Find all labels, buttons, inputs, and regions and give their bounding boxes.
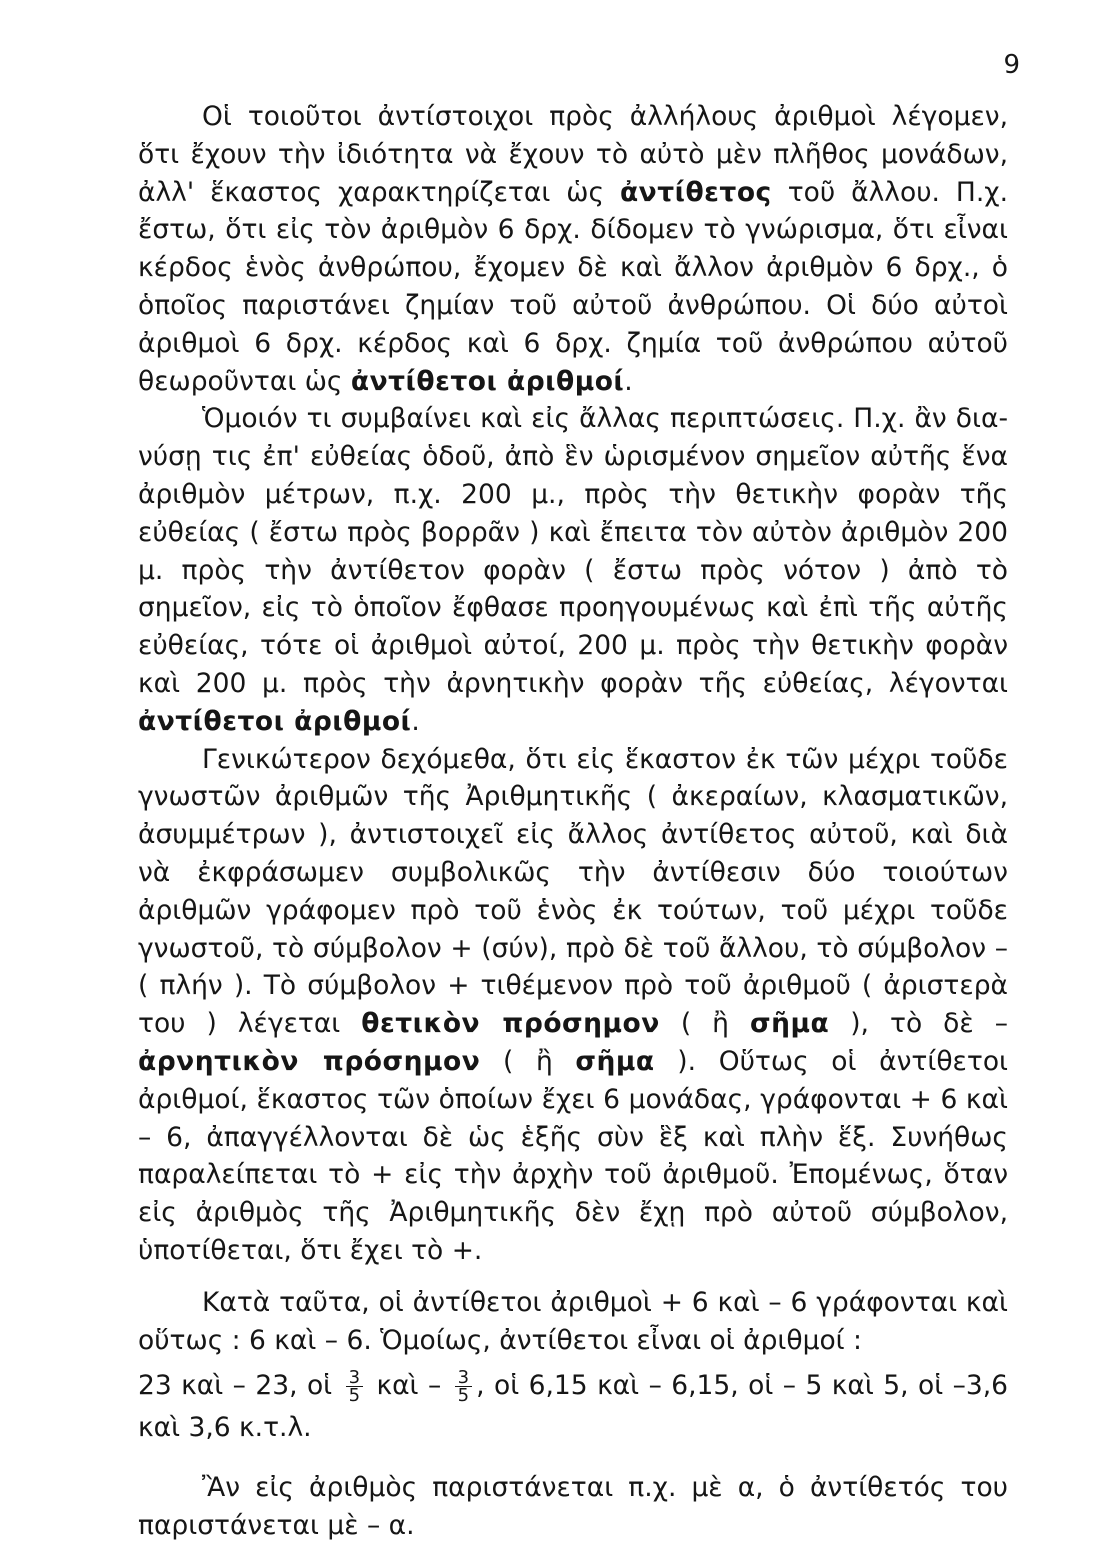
fraction-numerator: 3 (346, 1369, 363, 1387)
examples-line (138, 1365, 1008, 1449)
paragraph-symbol-alpha (138, 1469, 1008, 1545)
text-run: Ἂν εἰς ἀριθμὸς παριστάνεται π.χ. μὲ α, ὁ ἀντίθετός του παριστάνεται μὲ – α. (138, 1472, 1008, 1542)
paragraph-examples-intro (138, 1284, 1008, 1360)
fraction (346, 1367, 363, 1407)
text-run: ( ἢ (659, 1008, 750, 1040)
text-run: ( ἢ (480, 1045, 576, 1077)
bold-term: ἀντίθετοι ἀριθμοί (138, 705, 412, 737)
text-run: τοῦ ἄλλου. Π.χ. ἔστω, ὅτι εἰς τὸν ἀριθμὸν 6 δρχ. δίδομεν τὸ γνώρισμα, ὅτι εἶναι κέρδος ἑνὸς ἀνθρώπου, ἔχομεν δὲ καὶ ἄλλον ἀριθμὸν 6 δρχ., ὁ ὁποῖος παριστάνει ζημίαν τοῦ αὐτοῦ ἀνθρώπου. Οἱ δύο αὐτοὶ ἀριθμοὶ 6 δρχ. κέρδος καὶ 6 δρχ. ζημία τοῦ ἀνθρώπου αὐτοῦ θεωροῦνται ὡς (138, 176, 1008, 397)
bold-term: ἀντίθετοι ἀριθμοί (350, 365, 625, 397)
fraction (455, 1367, 472, 1407)
text-run: 23 καὶ – 23, οἱ (138, 1370, 342, 1402)
paragraph-opposite-numbers-intro (138, 98, 1008, 400)
paragraph-signs (138, 741, 1008, 1270)
page-number: 9 (1003, 50, 1020, 80)
text-run: ). Οὕτως οἱ ἀντίθετοι ἀριθμοί, ἕκαστος τῶν ὁποίων ἔχει 6 μονάδας, γράφονται + 6 καὶ – 6, ἀπαγγέλλονται δὲ ὡς ἑξῆς σὺν ἓξ καὶ πλὴν ἕξ. Συνήθως παραλείπεται τὸ + εἰς τὴν ἀρχὴν τοῦ ἀριθμοῦ. Ἐπομένως, ὅταν εἰς ἀριθμὸς τῆς Ἀριθμητικῆς δὲν ἔχῃ πρὸ αὐτοῦ σύμβολον, ὑποτίθεται, ὅτι ἔχει τὸ +. (138, 1045, 1008, 1266)
text-run: Οἱ τοιοῦτοι ἀντίστοιχοι πρὸς ἀλλήλους ἀριθμοὶ λέγομεν, ὅτι ἔχουν τὴν ἰδιότητα νὰ ἔχουν τὸ αὐτὸ μὲν πλῆθος μονάδων, ἀλλ' ἕκαστος χαρακτηρίζεται ὡς (138, 101, 1008, 208)
text-run: . (624, 365, 633, 397)
page-body (138, 98, 1008, 1545)
text-run: Κατὰ ταῦτα, οἱ ἀντίθετοι ἀριθμοὶ + 6 καὶ – 6 γράφονται καὶ οὕτως : 6 καὶ – 6. Ὁμοίως, ἀντίθετοι εἶναι οἱ ἀριθμοί : (138, 1286, 1008, 1356)
bold-term: σῆμα (749, 1008, 830, 1040)
fraction-numerator: 3 (455, 1369, 472, 1387)
paragraph-direction-example (138, 400, 1008, 740)
text-run: καὶ – (367, 1370, 451, 1402)
bold-term: θετικὸν πρόσημον (361, 1008, 660, 1040)
text-run: . (411, 705, 420, 737)
text-run: ), τὸ δὲ – (829, 1008, 1008, 1040)
fraction-denominator: 5 (348, 1385, 361, 1407)
bold-term: ἀρνητικὸν πρόσημον (138, 1045, 481, 1077)
fraction-denominator: 5 (457, 1385, 470, 1407)
bold-term: σῆμα (575, 1045, 655, 1077)
text-run: Ὁμοιόν τι συμβαίνει καὶ εἰς ἄλλας περιπτώσεις. Π.χ. ἂν διανύσῃ τις ἐπ' εὐθείας ὁδοῦ, ἀπὸ ἓν ὡρισμένον σημεῖον αὐτῆς ἕνα ἀριθμὸν μέτρων, π.χ. 200 μ., πρὸς τὴν θετικὴν φορὰν τῆς εὐθείας ( ἔστω πρὸς βορρᾶν ) καὶ ἔπειτα τὸν αὐτὸν ἀριθμὸν 200 μ. πρὸς τὴν ἀντίθετον φορὰν ( ἔστω πρὸς νότον ) ἀπὸ τὸ σημεῖον, εἰς τὸ ὁποῖον ἔφθασε προηγουμένως καὶ ἐπὶ τῆς αὐτῆς εὐθείας, τότε οἱ ἀριθμοὶ αὐτοί, 200 μ. πρὸς τὴν θετικὴν φορὰν καὶ 200 μ. πρὸς τὴν ἀρνητικὴν φορὰν τῆς εὐθείας, λέγονται (138, 403, 1008, 699)
text-run: , οἱ 6,15 καὶ – 6,15, οἱ – 5 καὶ 5, οἱ –3,6 καὶ 3,6 κ.τ.λ. (138, 1370, 1009, 1444)
text-run: Γενικώτερον δεχόμεθα, ὅτι εἰς ἕκαστον ἐκ τῶν μέχρι τοῦδε γνωστῶν ἀριθμῶν τῆς Ἀριθμητικῆς ( ἀκεραίων, κλασματικῶν, ἀσυμμέτρων ), ἀντιστοιχεῖ εἰς ἄλλος ἀντίθετος αὐτοῦ, καὶ διὰ νὰ ἐκφράσωμεν συμβολικῶς τὴν ἀντίθεσιν δύο τοιούτων ἀριθμῶν γράφομεν πρὸ τοῦ ἑνὸς ἐκ τούτων, τοῦ μέχρι τοῦδε γνωστοῦ, τὸ σύμβολον + (σύν), πρὸ δὲ τοῦ ἄλλου, τὸ σύμβολον – ( πλήν ). Τὸ σύμβολον + τιθέμενον πρὸ τοῦ ἀριθμοῦ ( ἀριστερὰ του ) λέγεται (138, 743, 1008, 1040)
bold-term: ἀντίθετος (619, 176, 772, 208)
